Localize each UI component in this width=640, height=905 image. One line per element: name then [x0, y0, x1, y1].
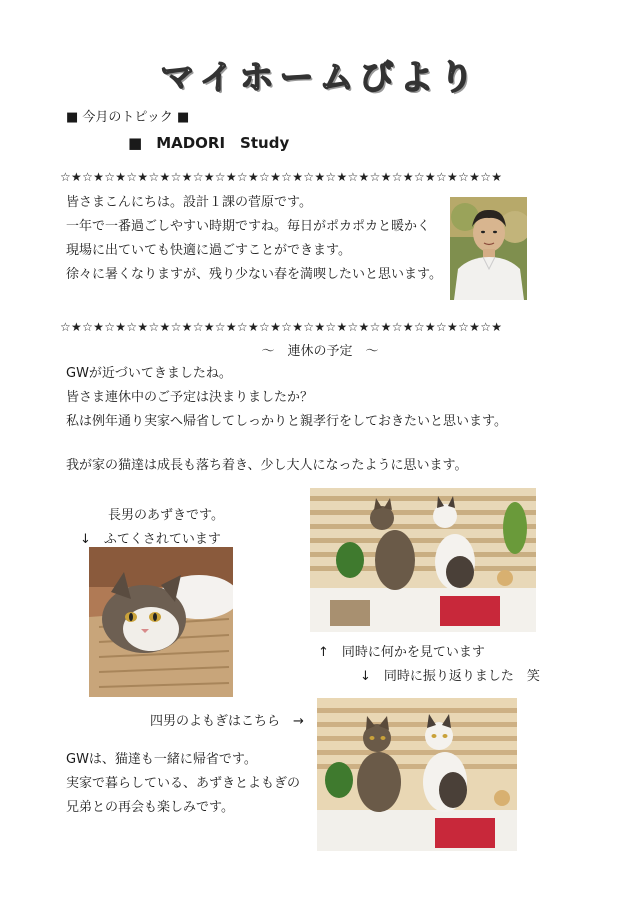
intro-line: 徐々に暑くなりますが、残り少ない春を満喫したいと思います。	[66, 267, 442, 282]
caption-yomogi: 四男のよもぎはこちら →	[150, 714, 304, 729]
cats-intro-line: 我が家の猫達は成長も落ち着き、少し大人になったように思います。	[66, 458, 468, 473]
closing-line: GWは、猫達も一緒に帰省です。	[66, 752, 257, 767]
author-photo	[450, 197, 527, 300]
newsletter-title: マイホームびより	[160, 58, 480, 98]
star-divider-top: ☆★☆★☆★☆★☆★☆★☆★☆★☆★☆★☆★☆★☆★☆★☆★☆★☆★☆★☆★☆★	[60, 170, 503, 184]
section-heading: ～ 連休の予定 ～	[261, 344, 379, 359]
caption-both-turned: ↓ 同時に振り返りました 笑	[360, 669, 540, 684]
intro-line: 現場に出ていても快適に過ごすことができます。	[66, 243, 351, 258]
caption-both-looking: ↑ 同時に何かを見ています	[318, 645, 485, 660]
section-line: GWが近づいてきましたね。	[66, 366, 232, 381]
two-cats-photo-2	[317, 698, 517, 851]
two-cats-photo-1	[310, 488, 536, 632]
topic-title: MADORI Study	[156, 134, 290, 152]
closing-line: 兄弟との再会も楽しみです。	[66, 800, 234, 815]
star-divider-middle: ☆★☆★☆★☆★☆★☆★☆★☆★☆★☆★☆★☆★☆★☆★☆★☆★☆★☆★☆★☆★	[60, 320, 503, 334]
closing-line: 実家で暮らしている、あずきとよもぎの	[66, 776, 301, 791]
topic-label: ■ 今月のトピック ■	[66, 110, 190, 125]
section-line: 私は例年通り実家へ帰省してしっかりと親孝行をしておきたいと思います。	[66, 414, 507, 429]
section-text	[66, 362, 507, 434]
azuki-photo	[89, 547, 233, 697]
topic-marker: ■	[128, 134, 143, 152]
intro-line: 一年で一番過ごしやすい時期ですね。毎日がポカポカと暖かく	[66, 219, 431, 234]
intro-line: 皆さまこんにちは。設計１課の菅原です。	[66, 195, 312, 210]
caption-azuki-sulking: ↓ ふてくされています	[80, 532, 221, 547]
topic-title-row	[128, 132, 289, 153]
section-line: 皆さま連休中のご予定は決まりましたか？	[66, 390, 314, 405]
intro-text	[66, 191, 442, 287]
caption-azuki: 長男のあずきです。	[108, 508, 224, 523]
closing-text	[66, 748, 300, 820]
